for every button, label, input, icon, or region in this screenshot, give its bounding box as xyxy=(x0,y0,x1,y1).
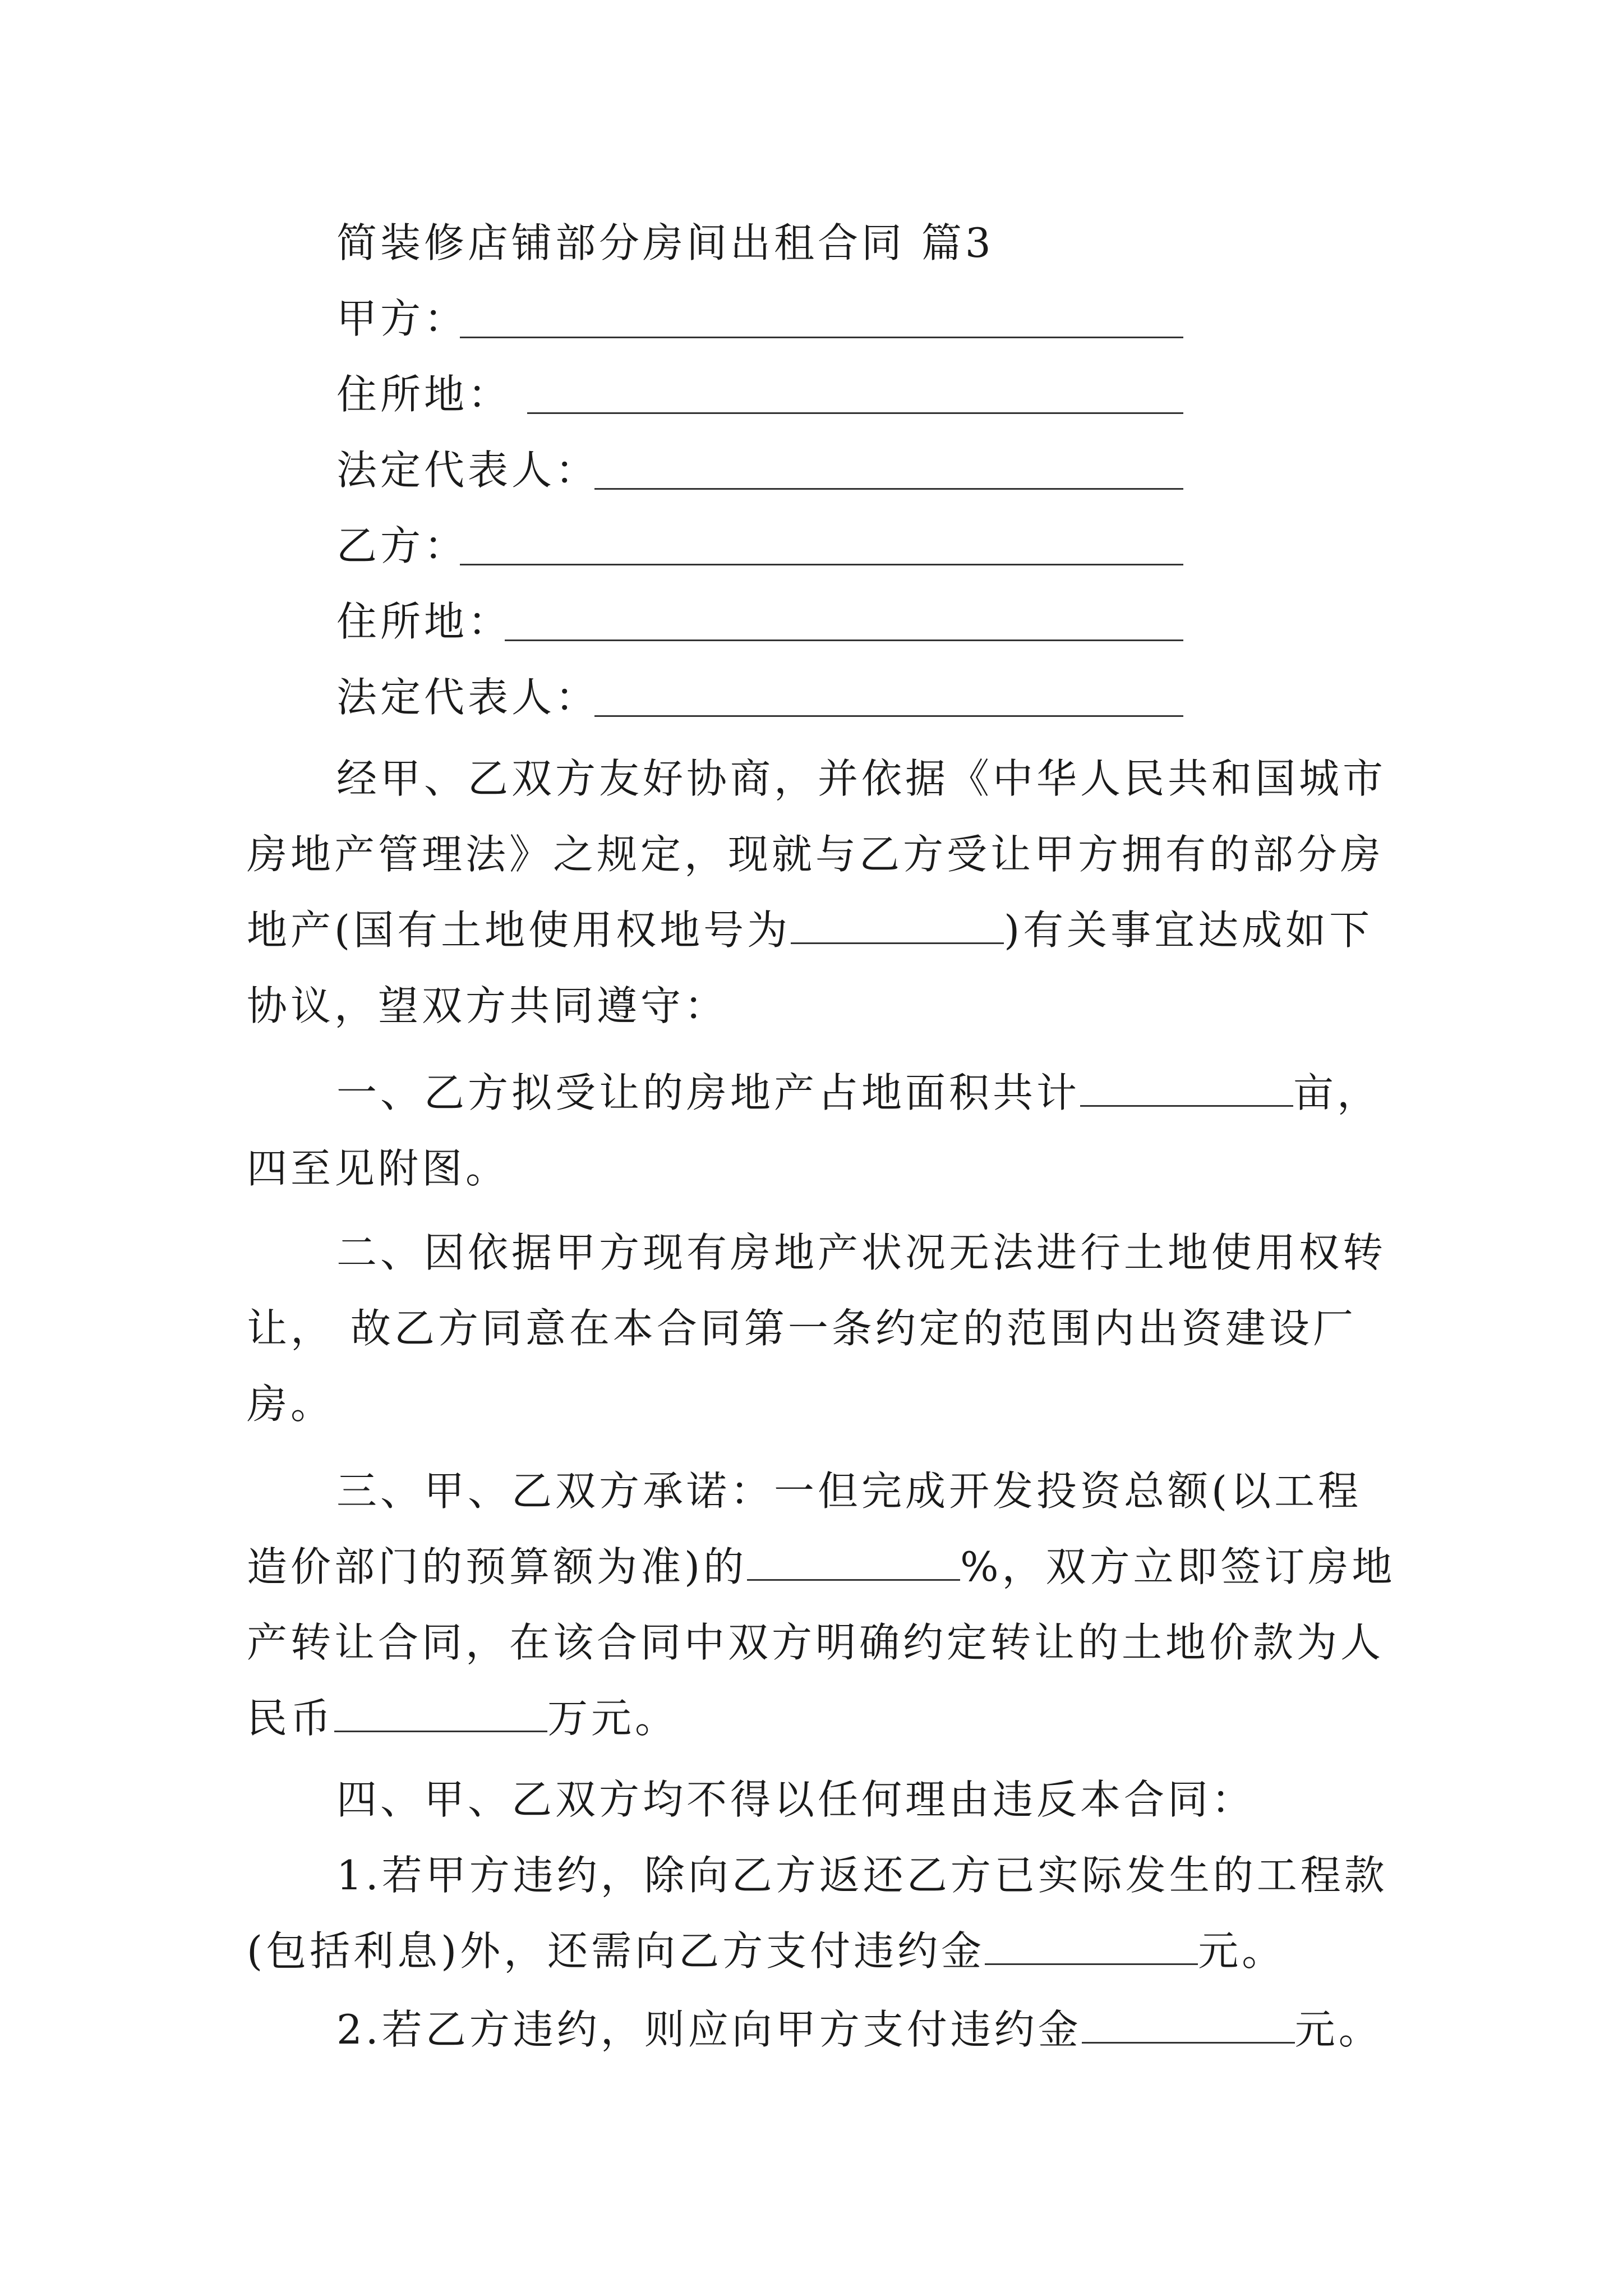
clause-1-text: 一、乙方拟受让的房地产占地面积共计 xyxy=(336,1069,1081,1116)
area-blank[interactable] xyxy=(1080,1068,1293,1107)
clause-3-line-2-end: %，双方立即签订房地 xyxy=(960,1543,1396,1590)
clause-4-item-1-line-2-end: 元。 xyxy=(1198,1927,1286,1975)
party-b-rep-label: 法定代表人： xyxy=(336,674,600,721)
clause-4-item-2-start: 2.若乙方违约，则应向甲方支付违约金 xyxy=(336,2006,1082,2053)
clause-3-line-4-end: 万元。 xyxy=(547,1695,679,1742)
document-title: 简装修店铺部分房间出租合同 篇3 xyxy=(336,219,994,266)
preamble-line-1: 经甲、乙双方友好协商，并依据《中华人民共和国城市 xyxy=(336,755,1387,802)
party-a-address-field[interactable] xyxy=(527,412,1183,414)
clause-2-line-2: 让， 故乙方同意在本合同第一条约定的范围内出资建设厂 xyxy=(247,1305,1357,1352)
party-b-field[interactable] xyxy=(460,564,1183,565)
party-b-rep-field[interactable] xyxy=(594,715,1183,717)
clause-4-item-2 xyxy=(336,2003,1382,2056)
party-b-penalty-blank[interactable] xyxy=(1082,2005,1295,2044)
party-b-label: 乙方： xyxy=(336,522,468,569)
clause-3-line-2 xyxy=(247,1540,1396,1594)
clause-3-line-2-start: 造价部门的预算额为准)的 xyxy=(247,1543,748,1590)
preamble-line-3-start: 地产(国有土地使用权地号为 xyxy=(247,907,791,954)
clause-3-line-4 xyxy=(247,1691,679,1745)
clause-3-line-1: 三、甲、乙双方承诺：一但完成开发投资总额(以工程 xyxy=(336,1467,1362,1515)
land-number-blank[interactable] xyxy=(791,905,1004,944)
preamble-line-4: 协议，望双方共同遵守： xyxy=(247,982,728,1029)
preamble-line-2: 房地产管理法》之规定，现就与乙方受让甲方拥有的部分房 xyxy=(247,831,1385,878)
clause-4-item-1-line-2 xyxy=(247,1924,1285,1978)
clause-4-item-2-end: 元。 xyxy=(1294,2006,1382,2053)
party-a-rep-field[interactable] xyxy=(594,488,1183,490)
party-a-penalty-blank[interactable] xyxy=(985,1926,1198,1965)
party-a-rep-label: 法定代表人： xyxy=(336,447,600,494)
clause-1-line-2: 四至见附图。 xyxy=(247,1145,510,1192)
land-price-blank[interactable] xyxy=(334,1694,547,1732)
party-a-address-label: 住所地： xyxy=(336,371,512,418)
preamble-line-3 xyxy=(247,903,1373,957)
party-a-field[interactable] xyxy=(460,337,1183,338)
clause-4-item-1-line-2-start: (包括利息)外，还需向乙方支付违约金 xyxy=(247,1927,985,1975)
percent-blank[interactable] xyxy=(747,1542,960,1581)
clause-1-unit: 亩， xyxy=(1293,1069,1381,1116)
party-b-address-field[interactable] xyxy=(505,639,1183,641)
clause-4-item-1-line-1: 1.若甲方违约，除向乙方返还乙方已实际发生的工程款 xyxy=(336,1852,1388,1899)
party-b-address-label: 住所地： xyxy=(336,598,512,645)
clause-4-heading: 四、甲、乙双方均不得以任何理由违反本合同： xyxy=(336,1776,1256,1823)
clause-1-line-1 xyxy=(336,1066,1381,1120)
party-a-label: 甲方： xyxy=(336,295,468,342)
clause-2-line-3: 房。 xyxy=(247,1381,335,1428)
clause-2-line-1: 二、因依据甲方现有房地产状况无法进行土地使用权转 xyxy=(336,1229,1387,1276)
preamble-line-3-end: )有关事宜达成如下 xyxy=(1004,907,1373,954)
clause-3-line-4-start: 民币 xyxy=(247,1695,335,1742)
clause-3-line-3: 产转让合同，在该合同中双方明确约定转让的土地价款为人 xyxy=(247,1619,1385,1666)
